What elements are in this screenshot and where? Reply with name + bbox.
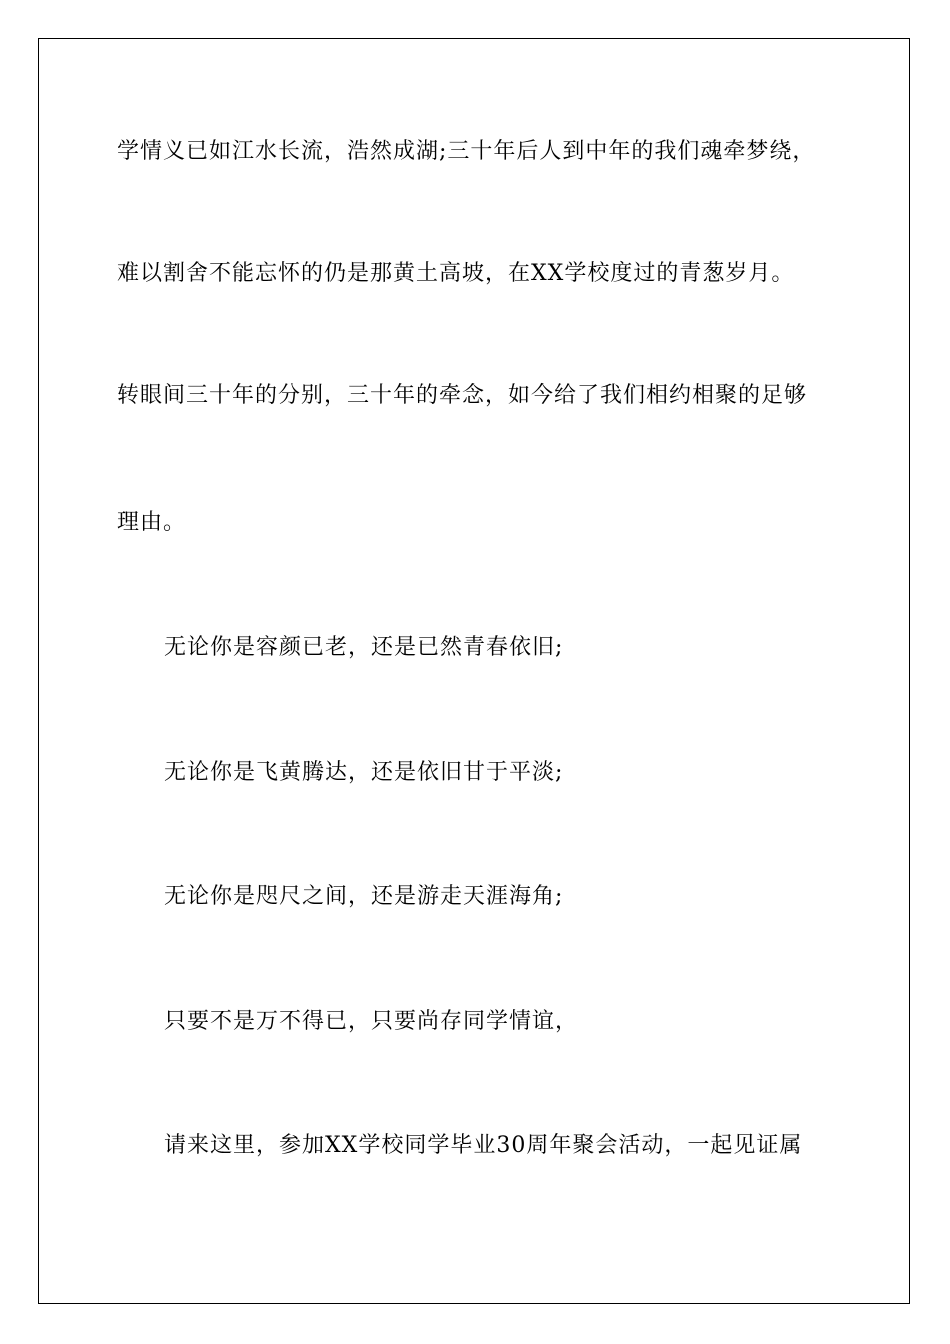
paragraph-line-2: 难以割舍不能忘怀的仍是那黄土高坡，在XX学校度过的青葱岁月。 xyxy=(117,261,795,286)
paragraph-line-1: 学情义已如江水长流，浩然成湖;三十年后人到中年的我们魂牵梦绕， xyxy=(117,139,816,164)
verse-line-1: 无论你是容颜已老，还是已然青春依旧; xyxy=(164,635,564,660)
verse-line-2: 无论你是飞黄腾达，还是依旧甘于平淡; xyxy=(164,760,564,785)
paragraph-line-3: 转眼间三十年的分别，三十年的牵念，如今给了我们相约相聚的足够 xyxy=(117,383,808,408)
paragraph-line-4: 理由。 xyxy=(117,510,187,535)
verse-line-5: 请来这里，参加XX学校同学毕业30周年聚会活动，一起见证属 xyxy=(164,1133,803,1158)
verse-line-4: 只要不是万不得已，只要尚存同学情谊， xyxy=(164,1009,579,1034)
page-frame xyxy=(38,38,910,1304)
verse-line-3: 无论你是咫尺之间，还是游走天涯海角; xyxy=(164,884,564,909)
